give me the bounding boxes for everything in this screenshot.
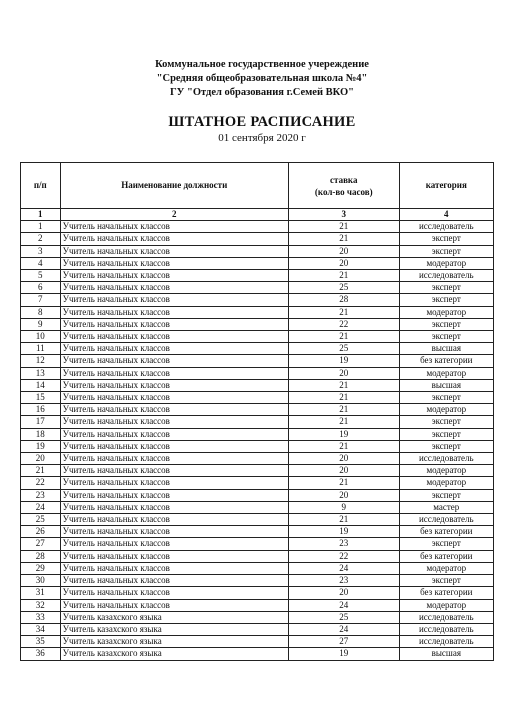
row-category: модератор bbox=[399, 367, 493, 379]
row-number: 30 bbox=[21, 575, 61, 587]
org-name-line-1: Коммунальное государственное учереждение bbox=[155, 59, 369, 70]
row-number: 34 bbox=[21, 623, 61, 635]
table-row bbox=[21, 257, 494, 269]
row-rate: 19 bbox=[288, 526, 399, 538]
row-category: модератор bbox=[399, 465, 493, 477]
table-row bbox=[21, 221, 494, 233]
table-row bbox=[21, 343, 494, 355]
row-position: Учитель начальных классов bbox=[60, 562, 288, 574]
row-category: эксперт bbox=[399, 233, 493, 245]
row-category: эксперт bbox=[399, 392, 493, 404]
row-rate: 24 bbox=[288, 623, 399, 635]
table-row bbox=[21, 282, 494, 294]
table-row bbox=[21, 477, 494, 489]
row-position: Учитель начальных классов bbox=[60, 404, 288, 416]
row-rate: 20 bbox=[288, 245, 399, 257]
table-row bbox=[21, 526, 494, 538]
row-number: 15 bbox=[21, 392, 61, 404]
row-rate: 20 bbox=[288, 367, 399, 379]
row-category: модератор bbox=[399, 599, 493, 611]
row-rate: 20 bbox=[288, 453, 399, 465]
row-position: Учитель начальных классов bbox=[60, 257, 288, 269]
row-position: Учитель начальных классов bbox=[60, 538, 288, 550]
row-number: 7 bbox=[21, 294, 61, 306]
row-rate: 21 bbox=[288, 404, 399, 416]
row-position: Учитель начальных классов bbox=[60, 355, 288, 367]
document-date: 01 сентября 2020 г bbox=[218, 132, 306, 144]
row-rate: 21 bbox=[288, 392, 399, 404]
row-rate: 9 bbox=[288, 501, 399, 513]
row-number: 31 bbox=[21, 587, 61, 599]
row-number: 36 bbox=[21, 648, 61, 660]
row-category: эксперт bbox=[399, 282, 493, 294]
document-title: ШТАТНОЕ РАСПИСАНИЕ bbox=[168, 114, 356, 130]
row-number: 20 bbox=[21, 453, 61, 465]
row-position: Учитель начальных классов bbox=[60, 233, 288, 245]
row-position: Учитель начальных классов bbox=[60, 379, 288, 391]
row-rate: 21 bbox=[288, 221, 399, 233]
row-position: Учитель начальных классов bbox=[60, 501, 288, 513]
table-row bbox=[21, 538, 494, 550]
row-category: без категории bbox=[399, 355, 493, 367]
row-number: 3 bbox=[21, 245, 61, 257]
row-number: 25 bbox=[21, 514, 61, 526]
row-position: Учитель начальных классов bbox=[60, 526, 288, 538]
row-position: Учитель начальных классов bbox=[60, 575, 288, 587]
row-rate: 21 bbox=[288, 477, 399, 489]
table-row bbox=[21, 599, 494, 611]
row-number: 18 bbox=[21, 428, 61, 440]
column-number-4: 4 bbox=[399, 209, 493, 221]
row-category: исследователь bbox=[399, 636, 493, 648]
table-row bbox=[21, 562, 494, 574]
row-number: 28 bbox=[21, 550, 61, 562]
row-number: 4 bbox=[21, 257, 61, 269]
row-rate: 20 bbox=[288, 587, 399, 599]
row-position: Учитель казахского языка bbox=[60, 611, 288, 623]
header-position: Наименование должности bbox=[60, 163, 288, 209]
table-row bbox=[21, 331, 494, 343]
table-row bbox=[21, 550, 494, 562]
row-position: Учитель начальных классов bbox=[60, 392, 288, 404]
row-position: Учитель начальных классов bbox=[60, 587, 288, 599]
table-row bbox=[21, 270, 494, 282]
staffing-table bbox=[20, 162, 494, 661]
row-category: без категории bbox=[399, 587, 493, 599]
table-row bbox=[21, 575, 494, 587]
row-number: 27 bbox=[21, 538, 61, 550]
row-position: Учитель начальных классов bbox=[60, 428, 288, 440]
table-row bbox=[21, 648, 494, 660]
row-rate: 25 bbox=[288, 611, 399, 623]
row-category: эксперт bbox=[399, 575, 493, 587]
row-category: эксперт bbox=[399, 245, 493, 257]
row-category: исследователь bbox=[399, 453, 493, 465]
table-row bbox=[21, 294, 494, 306]
column-number-3: 3 bbox=[288, 209, 399, 221]
row-position: Учитель начальных классов bbox=[60, 477, 288, 489]
row-category: эксперт bbox=[399, 489, 493, 501]
row-rate: 28 bbox=[288, 294, 399, 306]
table-row bbox=[21, 379, 494, 391]
table-row bbox=[21, 501, 494, 513]
row-position: Учитель начальных классов bbox=[60, 270, 288, 282]
row-number: 10 bbox=[21, 331, 61, 343]
row-position: Учитель начальных классов bbox=[60, 343, 288, 355]
table-row bbox=[21, 367, 494, 379]
row-category: модератор bbox=[399, 562, 493, 574]
row-number: 29 bbox=[21, 562, 61, 574]
row-number: 13 bbox=[21, 367, 61, 379]
table-row bbox=[21, 392, 494, 404]
row-number: 12 bbox=[21, 355, 61, 367]
row-number: 24 bbox=[21, 501, 61, 513]
row-position: Учитель начальных классов bbox=[60, 282, 288, 294]
table-row bbox=[21, 623, 494, 635]
row-rate: 22 bbox=[288, 550, 399, 562]
row-category: высшая bbox=[399, 379, 493, 391]
row-rate: 21 bbox=[288, 379, 399, 391]
row-category: модератор bbox=[399, 477, 493, 489]
row-rate: 23 bbox=[288, 538, 399, 550]
row-position: Учитель начальных классов bbox=[60, 489, 288, 501]
row-position: Учитель начальных классов bbox=[60, 465, 288, 477]
column-number-row bbox=[21, 209, 494, 221]
row-position: Учитель начальных классов bbox=[60, 453, 288, 465]
header-category: категория bbox=[399, 163, 493, 209]
table-row bbox=[21, 453, 494, 465]
row-number: 26 bbox=[21, 526, 61, 538]
table-row bbox=[21, 306, 494, 318]
document-header bbox=[0, 58, 524, 144]
row-category: модератор bbox=[399, 306, 493, 318]
row-rate: 22 bbox=[288, 318, 399, 330]
table-row bbox=[21, 611, 494, 623]
row-category: эксперт bbox=[399, 538, 493, 550]
row-position: Учитель начальных классов bbox=[60, 440, 288, 452]
row-number: 22 bbox=[21, 477, 61, 489]
row-number: 8 bbox=[21, 306, 61, 318]
table-body bbox=[21, 221, 494, 660]
table-row bbox=[21, 355, 494, 367]
row-position: Учитель начальных классов bbox=[60, 221, 288, 233]
row-rate: 21 bbox=[288, 514, 399, 526]
row-position: Учитель начальных классов bbox=[60, 514, 288, 526]
header-num: п/п bbox=[21, 163, 61, 209]
row-rate: 19 bbox=[288, 648, 399, 660]
header-rate bbox=[288, 163, 399, 209]
row-rate: 20 bbox=[288, 257, 399, 269]
row-rate: 21 bbox=[288, 306, 399, 318]
row-category: модератор bbox=[399, 404, 493, 416]
row-category: модератор bbox=[399, 257, 493, 269]
row-category: исследователь bbox=[399, 623, 493, 635]
row-category: эксперт bbox=[399, 331, 493, 343]
org-name-line-2: "Средняя общеобразовательная школа №4" bbox=[156, 73, 368, 84]
header-rate-line-2: (кол-во часов) bbox=[314, 186, 373, 197]
table-row bbox=[21, 416, 494, 428]
row-position: Учитель начальных классов bbox=[60, 550, 288, 562]
row-rate: 27 bbox=[288, 636, 399, 648]
row-rate: 19 bbox=[288, 428, 399, 440]
row-number: 16 bbox=[21, 404, 61, 416]
row-number: 19 bbox=[21, 440, 61, 452]
header-rate-line-1: ставка bbox=[330, 174, 358, 185]
row-number: 33 bbox=[21, 611, 61, 623]
row-number: 5 bbox=[21, 270, 61, 282]
table-row bbox=[21, 440, 494, 452]
row-rate: 25 bbox=[288, 282, 399, 294]
row-category: эксперт bbox=[399, 416, 493, 428]
table-row bbox=[21, 245, 494, 257]
row-category: эксперт bbox=[399, 428, 493, 440]
row-position: Учитель начальных классов bbox=[60, 416, 288, 428]
row-number: 11 bbox=[21, 343, 61, 355]
column-number-2: 2 bbox=[60, 209, 288, 221]
row-position: Учитель казахского языка bbox=[60, 636, 288, 648]
row-number: 32 bbox=[21, 599, 61, 611]
row-rate: 24 bbox=[288, 599, 399, 611]
row-rate: 24 bbox=[288, 562, 399, 574]
row-number: 2 bbox=[21, 233, 61, 245]
row-category: исследователь bbox=[399, 514, 493, 526]
table-row bbox=[21, 428, 494, 440]
table-row bbox=[21, 318, 494, 330]
row-number: 23 bbox=[21, 489, 61, 501]
row-position: Учитель казахского языка bbox=[60, 623, 288, 635]
row-rate: 21 bbox=[288, 440, 399, 452]
row-position: Учитель казахского языка bbox=[60, 648, 288, 660]
row-position: Учитель начальных классов bbox=[60, 599, 288, 611]
row-category: исследователь bbox=[399, 270, 493, 282]
table-row bbox=[21, 636, 494, 648]
table-row bbox=[21, 514, 494, 526]
row-category: высшая bbox=[399, 343, 493, 355]
row-position: Учитель начальных классов bbox=[60, 331, 288, 343]
row-category: без категории bbox=[399, 526, 493, 538]
row-number: 35 bbox=[21, 636, 61, 648]
row-rate: 21 bbox=[288, 233, 399, 245]
row-number: 21 bbox=[21, 465, 61, 477]
table-row bbox=[21, 404, 494, 416]
row-number: 6 bbox=[21, 282, 61, 294]
table-row bbox=[21, 587, 494, 599]
row-position: Учитель начальных классов bbox=[60, 318, 288, 330]
row-category: эксперт bbox=[399, 318, 493, 330]
table-row bbox=[21, 233, 494, 245]
row-rate: 23 bbox=[288, 575, 399, 587]
row-position: Учитель начальных классов bbox=[60, 367, 288, 379]
row-rate: 20 bbox=[288, 489, 399, 501]
column-number-1: 1 bbox=[21, 209, 61, 221]
row-number: 1 bbox=[21, 221, 61, 233]
row-number: 9 bbox=[21, 318, 61, 330]
row-position: Учитель начальных классов bbox=[60, 245, 288, 257]
table-row bbox=[21, 489, 494, 501]
row-category: исследователь bbox=[399, 221, 493, 233]
table-row bbox=[21, 465, 494, 477]
row-category: исследователь bbox=[399, 611, 493, 623]
row-position: Учитель начальных классов bbox=[60, 294, 288, 306]
row-category: высшая bbox=[399, 648, 493, 660]
row-rate: 21 bbox=[288, 331, 399, 343]
row-category: без категории bbox=[399, 550, 493, 562]
org-name-line-3: ГУ "Отдел образования г.Семей ВКО" bbox=[170, 87, 354, 98]
row-category: эксперт bbox=[399, 440, 493, 452]
row-number: 17 bbox=[21, 416, 61, 428]
row-rate: 20 bbox=[288, 465, 399, 477]
row-rate: 25 bbox=[288, 343, 399, 355]
row-rate: 21 bbox=[288, 416, 399, 428]
row-number: 14 bbox=[21, 379, 61, 391]
row-rate: 19 bbox=[288, 355, 399, 367]
row-position: Учитель начальных классов bbox=[60, 306, 288, 318]
table-header-row bbox=[21, 163, 494, 209]
row-category: мастер bbox=[399, 501, 493, 513]
row-category: эксперт bbox=[399, 294, 493, 306]
row-rate: 21 bbox=[288, 270, 399, 282]
